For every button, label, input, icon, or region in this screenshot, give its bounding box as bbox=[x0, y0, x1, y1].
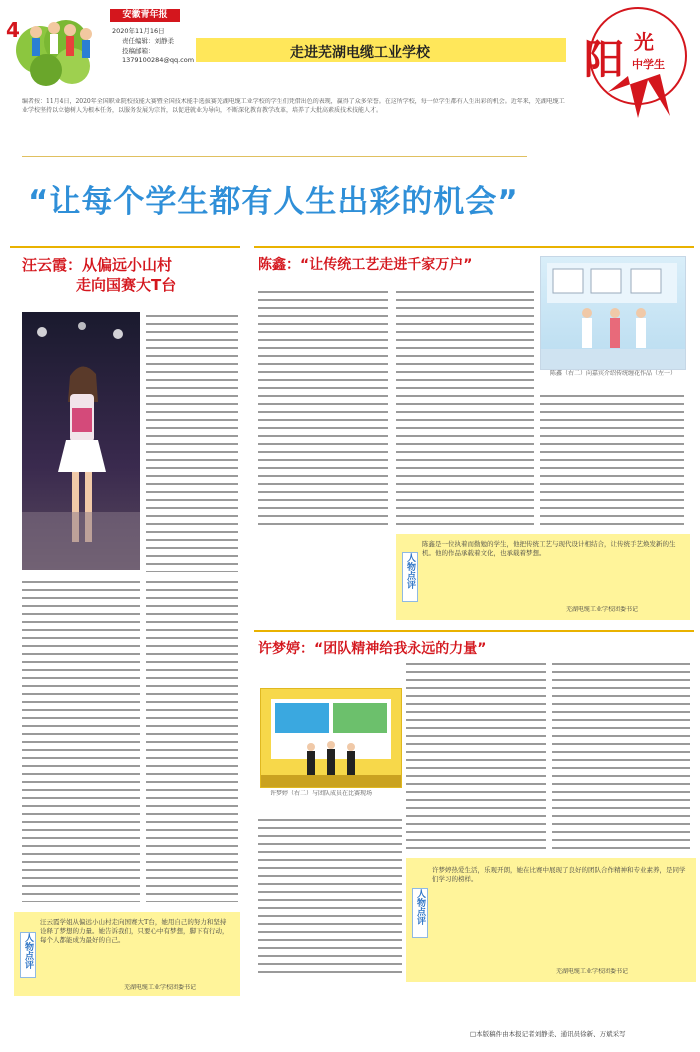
article3-comment: 许梦婷热爱生活，乐观开朗，她在比赛中展现了良好的团队合作精神和专业素养，是同学们学习的榜样。 bbox=[432, 866, 686, 883]
issue-date: 2020年11月16日 bbox=[112, 27, 165, 35]
exhibition-photo-icon bbox=[541, 257, 685, 369]
article1-rule bbox=[10, 246, 240, 248]
article1-tag-label: 人物点评 bbox=[23, 933, 33, 969]
article2-photo bbox=[540, 256, 686, 370]
article2-body-col2 bbox=[396, 288, 534, 528]
clover-logo-icon bbox=[6, 6, 106, 90]
intro-text: 编者按：11月4日，2020年全国职业院校技能大赛暨全国技术能手选拔赛芜湖电缆工业学校的学生们凭借出色的表现，赢得了众多荣誉。在这所学校，每一位学生都有人生出彩的机会。近年来，芜湖电缆工业学校坚持以立德树人为根本任务，以服务发展为宗旨，以促进就业为导向，不断深化教育教学改革，培养了大批高素质技术技能人才。 bbox=[22, 98, 565, 114]
page-number: 4 bbox=[6, 18, 20, 42]
main-headline: “让每个学生都有人生出彩的机会” bbox=[28, 184, 519, 220]
section-logo bbox=[6, 6, 106, 90]
article1-title-line1: 汪云霞：从偏远小山村 bbox=[22, 256, 173, 274]
article3-body-col2 bbox=[552, 660, 690, 850]
article1-signature: 芜湖电缆工业学校团委书记 bbox=[124, 984, 197, 991]
article2-tag bbox=[402, 552, 418, 602]
article3-tag-label: 人物点评 bbox=[415, 889, 425, 925]
column-name-char-2: 光 bbox=[634, 30, 654, 54]
article1-body-right bbox=[146, 312, 238, 572]
article1-photo bbox=[22, 312, 140, 570]
page-header bbox=[0, 0, 700, 96]
column-badge bbox=[578, 6, 694, 122]
stage-photo-icon bbox=[261, 689, 401, 787]
contact-label: 投稿邮箱： bbox=[122, 47, 155, 55]
article3-title: 许梦婷：“团队精神给我永远的力量” bbox=[258, 641, 487, 657]
article2-comment: 陈鑫是一位执着而勤勉的学生，他把传统工艺与现代设计相结合，让传统手艺焕发新的生机。他的作品承载着文化，也承载着梦想。 bbox=[422, 540, 676, 557]
article3-body-col1 bbox=[406, 660, 546, 850]
intro-divider bbox=[22, 156, 527, 157]
model-photo-icon bbox=[22, 312, 140, 570]
article3-photo-caption: 许梦婷（右二）与团队成员在比赛现场 bbox=[270, 790, 373, 797]
section-title: 走进芜湖电缆工业学校 bbox=[290, 45, 430, 61]
article3-rule bbox=[254, 630, 694, 632]
footer-note: □本版稿件由本报记者刘静柔、通讯员徐新、万斌采写 bbox=[470, 1030, 626, 1038]
article2-photo-caption: 陈鑫（右二）向嘉宾介绍传统缠花作品（左一） bbox=[550, 370, 677, 377]
article3-body-col3 bbox=[258, 816, 402, 976]
article2-body-col1 bbox=[258, 288, 388, 528]
column-name-char-1: 阳 bbox=[584, 37, 624, 83]
article2-tag-label: 人物点评 bbox=[405, 553, 415, 589]
article1-comment-box bbox=[14, 912, 240, 996]
contact-email: 1379100284@qq.com bbox=[122, 56, 195, 64]
editor-line: 责任编辑：刘静柔 bbox=[122, 37, 174, 45]
article2-comment-box bbox=[396, 534, 690, 620]
article1-body-col1 bbox=[22, 578, 140, 902]
article3-signature: 芜湖电缆工业学校团委书记 bbox=[556, 968, 629, 975]
article1-tag bbox=[20, 932, 36, 978]
article2-rule bbox=[254, 246, 694, 248]
article2-title: 陈鑫：“让传统工艺走进千家万户” bbox=[258, 257, 473, 273]
column-subtitle: 中学生 bbox=[632, 58, 665, 71]
article3-photo bbox=[260, 688, 402, 788]
article3-tag bbox=[412, 888, 428, 938]
article2-signature: 芜湖电缆工业学校团委书记 bbox=[566, 606, 639, 613]
paper-name: 安徽青年报 bbox=[110, 9, 180, 22]
article1-title-line2: 走向国赛大T台 bbox=[76, 276, 177, 294]
article3-comment-box bbox=[406, 858, 696, 982]
article1-comment: 汪云霞学姐从偏远小山村走向国赛大T台，她用自己的努力和坚持诠释了梦想的力量。她告诉我们，只要心中有梦想，脚下有行动，每个人都能成为最好的自己。 bbox=[40, 918, 229, 944]
article1-body-col2 bbox=[146, 578, 238, 902]
article2-body-col3 bbox=[540, 392, 684, 528]
